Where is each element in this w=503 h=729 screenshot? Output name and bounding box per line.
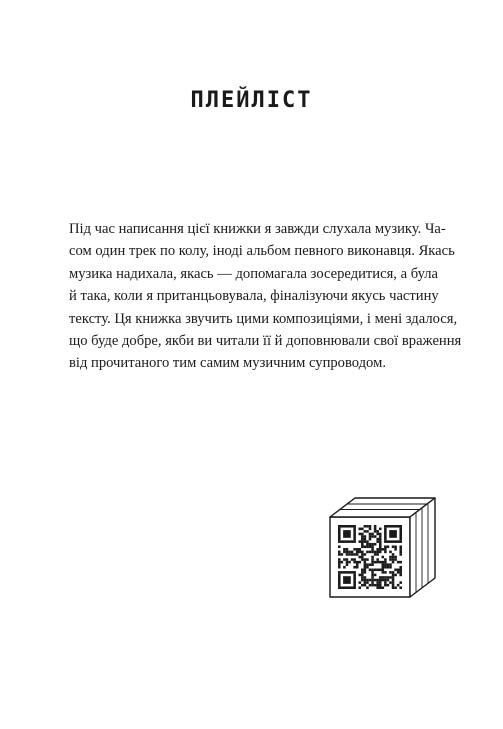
paragraph-line-4: й така, коли я пританцьовувала, фіналізуючи якусь частину — [69, 288, 439, 305]
page-title: ПЛЕЙЛІСТ — [190, 88, 313, 113]
paragraph-line-3: музика надихала, якась — допомагала зосередитися, а була — [69, 265, 439, 282]
paragraph-line-2: сом один трек по колу, іноді альбом певного виконавця. Якась — [69, 243, 455, 260]
paragraph-line-1: Під час написання цієї книжки я завжди слухала музику. Ча- — [69, 221, 446, 237]
paragraph-line-5: тексту. Ця книжка звучить цими композиціями, і мені здалося, — [69, 310, 458, 327]
qr-code-cube-icon[interactable] — [324, 495, 439, 603]
body-paragraph — [69, 218, 462, 375]
paragraph-line-6: що буде добре, якби ви читали її й доповнювали свої враження — [69, 333, 462, 350]
paragraph-line-7: від прочитаного тим самим музичним супроводом. — [69, 355, 386, 372]
